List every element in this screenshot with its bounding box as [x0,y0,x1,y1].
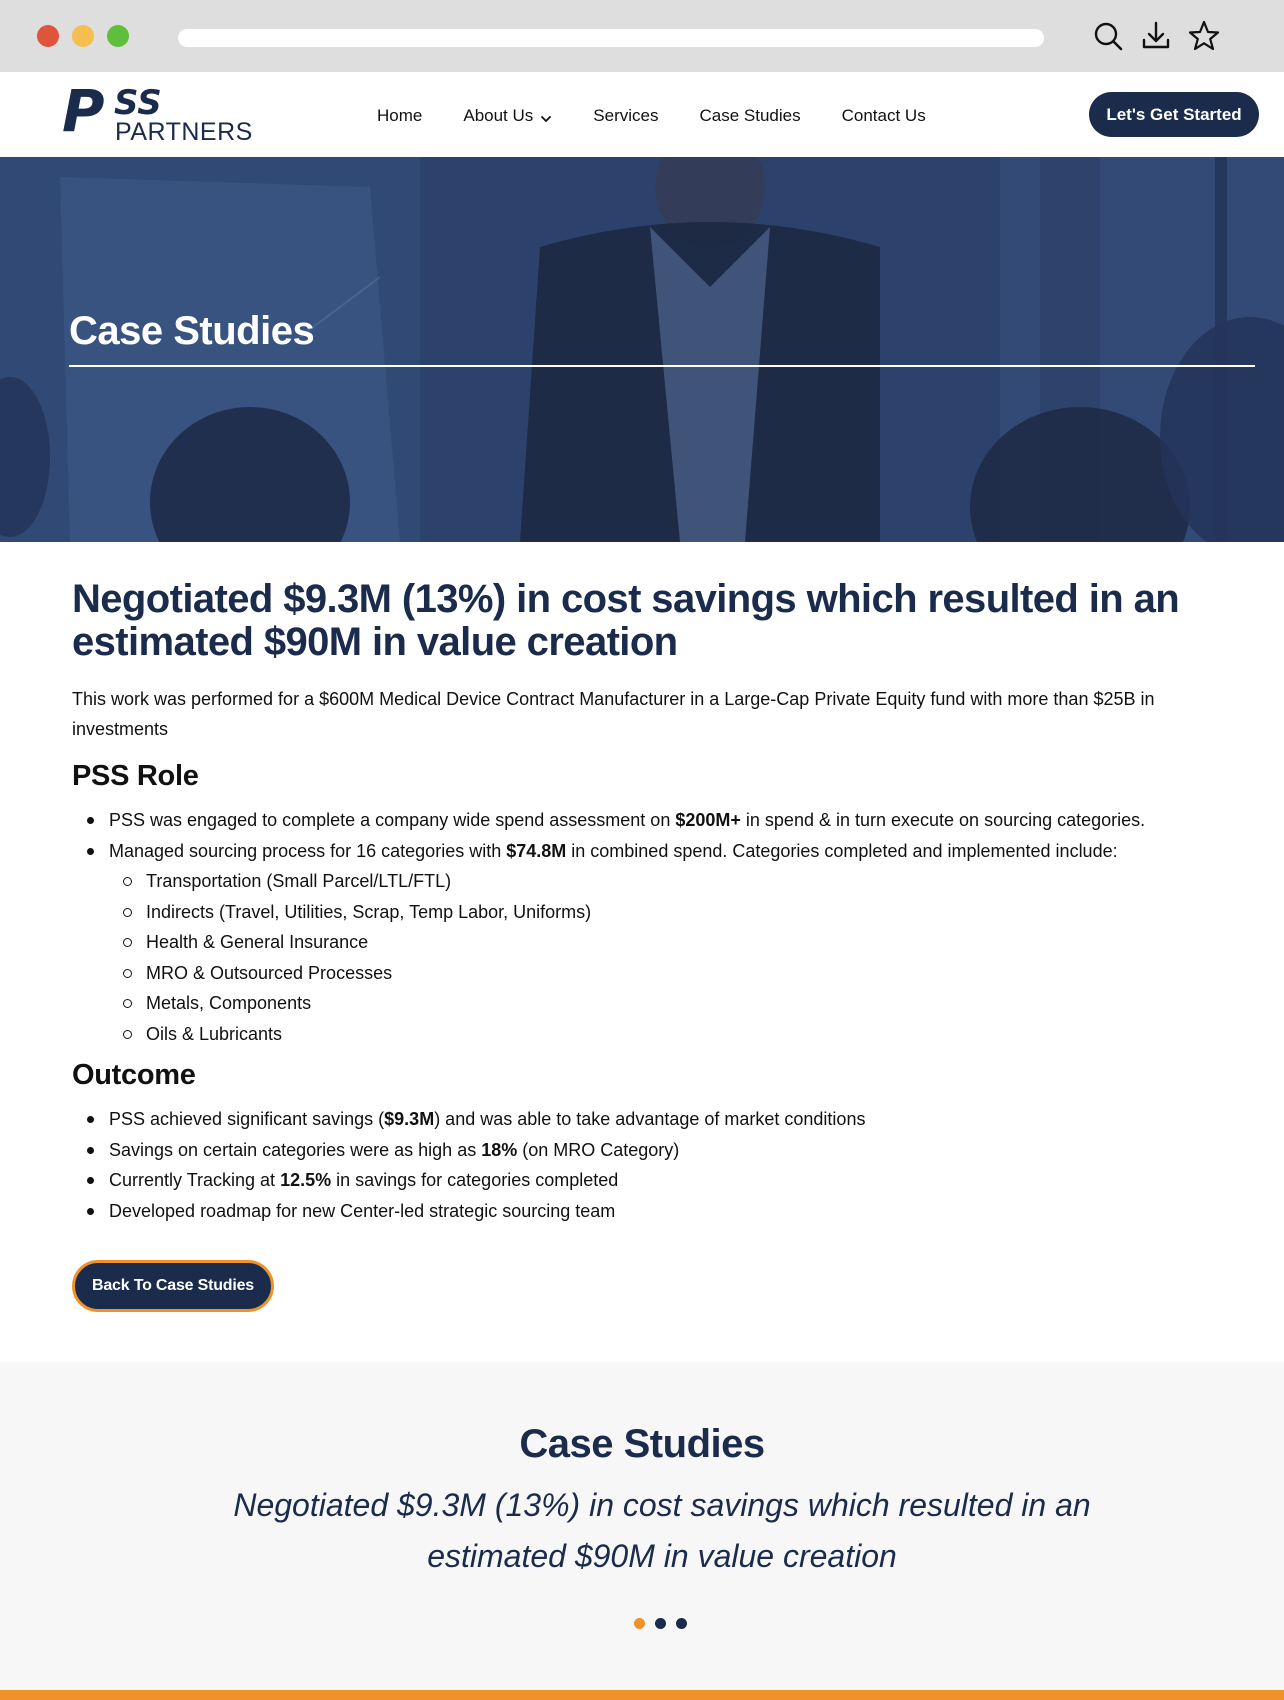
nav-contact-us[interactable] [842,106,926,126]
list-item [72,1165,1222,1196]
carousel-pagination [634,1618,687,1629]
site-header [0,72,1284,157]
minimize-window-button[interactable] [72,25,94,47]
maximize-window-button[interactable] [107,25,129,47]
carousel-dot-3[interactable] [676,1618,687,1629]
list-item-emphasis: $9.3M [384,1109,435,1129]
lets-get-started-button[interactable]: Let's Get Started [1089,92,1259,137]
list-item-text: PSS achieved significant savings ( [109,1109,385,1129]
back-to-case-studies-button[interactable]: Back To Case Studies [72,1260,274,1312]
case-study-content [72,578,1222,1312]
outcome-title: Outcome [72,1059,196,1091]
star-icon[interactable] [1187,19,1221,53]
list-item-text: Currently Tracking at [109,1170,281,1190]
address-bar[interactable] [178,29,1044,47]
list-item-text: PSS was engaged to complete a company wide spend assessment on [109,810,676,830]
category-item: Transportation (Small Parcel/LTL/FTL) [109,866,1222,897]
list-item-emphasis: $200M+ [675,810,741,830]
list-item-emphasis: 12.5% [280,1170,332,1190]
nav-home[interactable] [377,106,422,126]
search-icon[interactable] [1091,19,1125,53]
list-item-text: in savings for categories completed [331,1170,619,1190]
hero-banner [0,157,1284,542]
list-item-emphasis: $74.8M [506,840,567,861]
list-item-text: (on MRO Category) [517,1139,680,1160]
download-icon[interactable] [1139,19,1173,53]
carousel-dot-1[interactable] [634,1618,645,1629]
case-studies-carousel [0,1362,1284,1690]
pss-partners-logo[interactable] [62,77,253,146]
list-item-text: in spend & in turn execute on sourcing categories. [740,810,1146,830]
category-item: MRO & Outsourced Processes [109,958,1222,989]
outcome-list [72,1104,1222,1226]
list-item-text: ) and was able to take advantage of market conditions [434,1109,866,1129]
carousel-dot-2[interactable] [655,1618,666,1629]
case-study-headline: Negotiated $9.3M (13%) in cost savings which resulted in an estimated $90M in value creation [72,577,1180,664]
browser-chrome [0,0,1284,72]
carousel-slide-text: Negotiated $9.3M (13%) in cost savings which resulted in an estimated $90M in value creation [233,1487,1091,1574]
nav-services[interactable] [593,106,658,126]
carousel-title: Case Studies [519,1422,765,1466]
category-item: Metals, Components [109,988,1222,1019]
nav-case-studies-label: Case Studies [699,106,801,125]
pss-role-title: PSS Role [72,760,199,792]
nav-about-us[interactable] [463,106,552,126]
nav-services-label: Services [593,106,659,125]
hero-divider [69,365,1255,367]
logo-ss: SS [114,83,162,123]
list-item-text: in combined spend. Categories completed and implemented include: [566,840,1118,861]
logo-partners: PARTNERS [115,118,253,146]
list-item: Developed roadmap for new Center-led strategic sourcing team [72,1196,1222,1227]
nav-about-us-label: About Us [463,106,534,125]
chevron-down-icon [540,110,552,122]
category-item: Health & General Insurance [109,927,1222,958]
close-window-button[interactable] [37,25,59,47]
footer-accent-bar [0,1690,1284,1700]
nav-contact-us-label: Contact Us [841,106,926,125]
nav-case-studies[interactable] [699,106,800,126]
list-item [72,805,1222,836]
list-item-emphasis: 18% [481,1139,518,1160]
list-item [72,1135,1222,1166]
list-item-text: Savings on certain categories were as high as [109,1139,482,1160]
list-item [72,836,1222,1050]
category-item: Indirects (Travel, Utilities, Scrap, Temp Labor, Uniforms) [109,897,1222,928]
category-item: Oils & Lubricants [109,1019,1222,1050]
hero-title: Case Studies [69,309,315,353]
main-nav [377,106,967,126]
categories-list [109,866,1222,1049]
list-item-text: Managed sourcing process for 16 categories with [109,840,507,861]
case-study-intro: This work was performed for a $600M Medical Device Contract Manufacturer in a Large-Cap Private Equity fund with more than $25B in investments [72,689,1155,739]
nav-home-label: Home [377,106,423,125]
pss-role-list [72,805,1222,1049]
logo-p-mark: P [62,77,103,145]
list-item [72,1104,1222,1135]
